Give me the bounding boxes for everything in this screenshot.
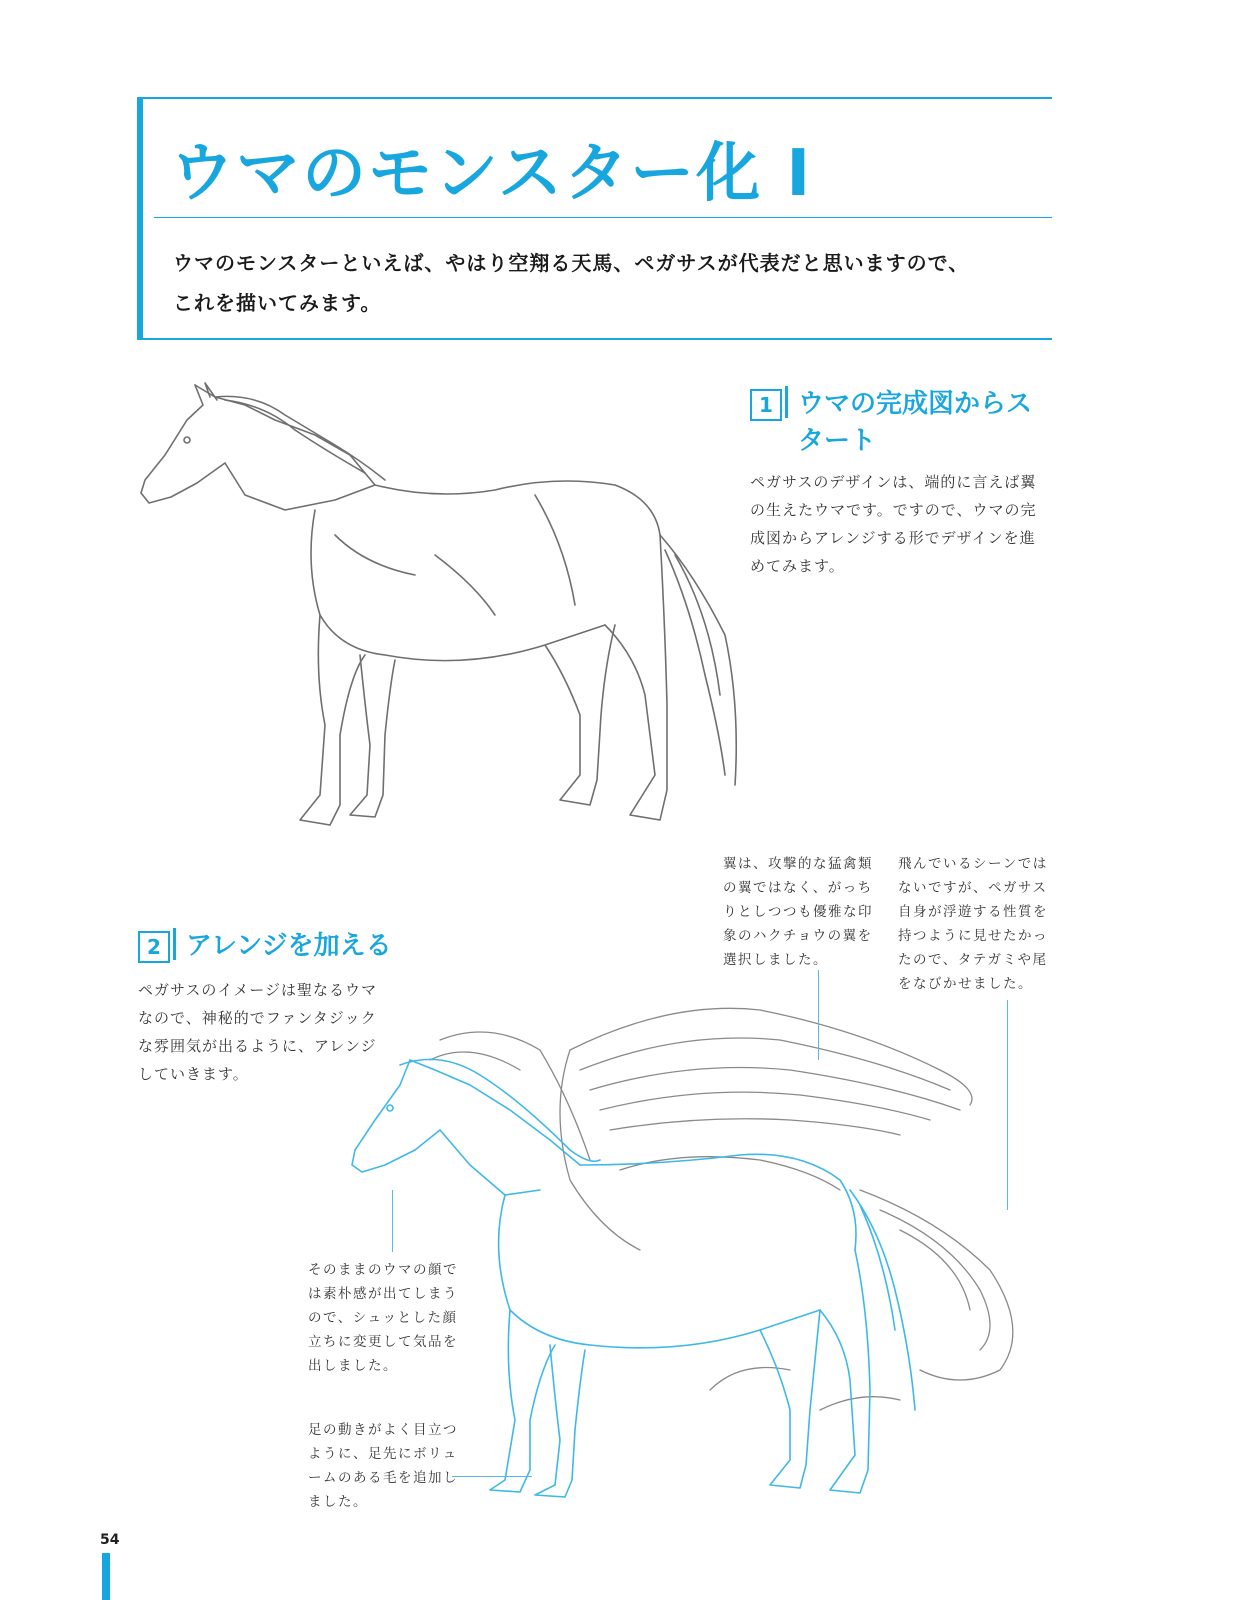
horse-sketch [135, 375, 755, 845]
note-feet: 足の動きがよく目立つように、足先にボリュームのある毛を追加しました。 [308, 1422, 458, 1510]
section-1-heading [750, 386, 1038, 460]
page-title: ウマのモンスター化 Ⅰ [170, 137, 813, 211]
section-2-bar [173, 928, 176, 960]
page-edge-marker [102, 1553, 110, 1600]
leader-line-face [392, 1190, 393, 1252]
leader-line-feet [452, 1476, 532, 1477]
leader-line-mane [1007, 1000, 1008, 1210]
page-number: 54 [100, 1532, 120, 1548]
note-wing: 翼は、攻撃的な猛禽類の翼ではなく、がっちりとしつつも優雅な印象のハクチョウの翼を選択しました。 [723, 856, 873, 968]
section-1-number: 1 [750, 389, 782, 421]
leader-line-wing [818, 970, 819, 1060]
section-2-title: アレンジを加える [186, 931, 392, 961]
section-2-body: ペガサスのイメージは聖なるウマなので、神秘的でファンタジックな雰囲気が出るように、アレンジしていきます。 [138, 981, 377, 1083]
intro-line-1: ウマのモンスターといえば、やはり空翔る天馬、ペガサスが代表だと思いますので、 [173, 251, 970, 275]
section-1-bar [785, 386, 788, 418]
section-1-body: ペガサスのデザインは、端的に言えば翼の生えたウマです。ですので、ウマの完成図からアレンジする形でデザインを進めてみます。 [750, 473, 1037, 575]
intro-text [173, 243, 1033, 323]
section-2-heading [138, 928, 392, 965]
note-face: そのままのウマの顔では素朴感が出てしまうので、シュッとした顔立ちに変更して気品を出しました。 [308, 1262, 458, 1374]
title-divider [154, 217, 1052, 218]
intro-line-2: これを描いてみます。 [173, 291, 382, 315]
section-2-number: 2 [138, 931, 170, 963]
section-1-title: ウマの完成図からスタート [798, 389, 1033, 456]
note-mane: 飛んでいるシーンではないですが、ペガサス自身が浮遊する性質を持つように見せたかったので、タテガミや尾をなびかせました。 [898, 856, 1048, 992]
